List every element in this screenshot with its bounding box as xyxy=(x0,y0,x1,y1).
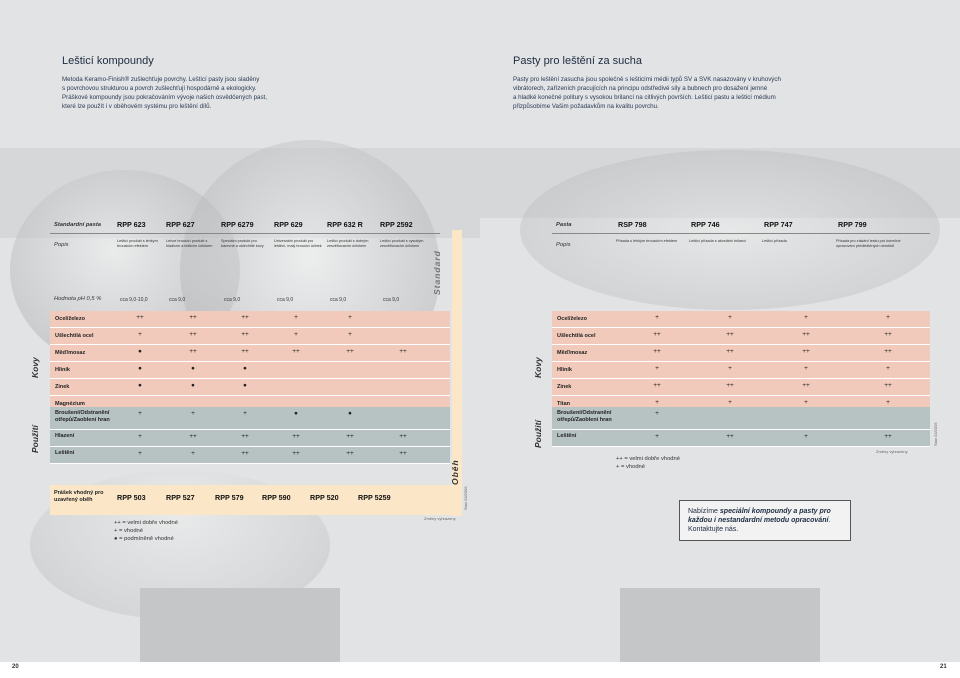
right-header-row xyxy=(552,218,930,234)
left-side-kovy: Kovy xyxy=(30,357,40,378)
right-side-kovy: Kovy xyxy=(533,357,543,378)
right-suitability-mark: + xyxy=(728,314,732,321)
left-suitability-mark: ● xyxy=(138,365,142,372)
right-suitability-mark: + xyxy=(804,399,808,406)
right-intro: Pasty pro leštění zasucha jsou společně s lešticími médii typů SV a SVK nasazovány v kruhových vibrátorech, zařízeních pracujících na principu odstředivé síly a bubnech pro dosažení jemné a hladké konečné politury s vysokou brilancí na citlivých površích. Lešticí pastu a lešticí médium přizpůsobíme Vašim požadavkům na kvalitu povrchu. xyxy=(513,76,781,110)
left-suitability-mark: ++ xyxy=(241,433,249,440)
right-kovy-row-label: Titan xyxy=(557,401,571,407)
left-suitability-mark: ++ xyxy=(292,450,300,457)
left-pouziti-row-label: Hlazení xyxy=(55,433,75,439)
page-footer xyxy=(0,662,960,678)
left-suitability-mark: ++ xyxy=(241,331,249,338)
right-suitability-mark: ++ xyxy=(802,382,810,389)
right-product-name: RPP 799 xyxy=(838,220,867,229)
left-suitability-mark: ++ xyxy=(399,450,407,457)
right-suitability-mark: ++ xyxy=(802,348,810,355)
left-suitability-mark: + xyxy=(294,331,298,338)
right-kovy-row xyxy=(552,379,930,396)
left-product-name: RPP 629 xyxy=(274,220,303,229)
left-suitability-mark: ++ xyxy=(346,433,354,440)
right-suitability-mark: + xyxy=(728,399,732,406)
right-stamp: Stav 03/2005 xyxy=(933,422,938,446)
left-ph-label: Hodnota pH 0,5 % xyxy=(54,296,102,302)
right-suitability-mark: + xyxy=(804,365,808,372)
right-changes-note: Změny vyhrazeny xyxy=(876,449,908,454)
left-product-desc: Lehce brousicí produkt s hladicím a lešticím účinkem xyxy=(166,239,213,248)
left-product-desc: Lešticí produkt s vysokým zesvětlovacím účinkem xyxy=(380,239,424,248)
left-ph-value: cca 9,0 xyxy=(224,297,241,303)
right-suitability-mark: + xyxy=(804,314,808,321)
left-suitability-mark: ++ xyxy=(292,433,300,440)
right-suitability-mark: ++ xyxy=(884,433,892,440)
left-product-desc: Univerzální produkt pro leštění, malý brousicí účinek xyxy=(274,239,322,248)
powder-label: Prášek vhodný pro uzavřený oběh xyxy=(54,490,104,503)
right-suitability-mark: ++ xyxy=(726,331,734,338)
left-suitability-mark: ++ xyxy=(189,331,197,338)
right-product-name: RSP 798 xyxy=(618,220,647,229)
left-suitability-mark: ++ xyxy=(241,450,249,457)
left-suitability-mark: ● xyxy=(243,382,247,389)
right-kovy-row xyxy=(552,328,930,345)
left-suitability-mark: + xyxy=(138,410,142,417)
right-pouziti-row-label: Leštění xyxy=(557,433,577,439)
right-suitability-mark: + xyxy=(655,314,659,321)
special-offer-callout: Nabízíme speciální kompoundy a pasty pro každou i nestandardní metodu opracování. Kontaktujte nás. xyxy=(679,500,851,541)
left-suitability-mark: ● xyxy=(138,382,142,389)
left-suitability-mark: ++ xyxy=(241,348,249,355)
left-suitability-mark: + xyxy=(348,314,352,321)
right-legend: ++ = velmi dobře vhodné + = vhodné xyxy=(616,456,680,470)
right-suitability-mark: ++ xyxy=(802,331,810,338)
right-product-name: RPP 747 xyxy=(764,220,793,229)
right-kovy-row-label: Hliník xyxy=(557,367,572,373)
left-product-name: RPP 632 R xyxy=(327,220,363,229)
left-suitability-mark: + xyxy=(191,450,195,457)
left-kovy-row-label: Ocel/železo xyxy=(55,316,85,322)
left-product-desc: Lešticí produkt s dobrým zesvětlovacím účinkem xyxy=(327,239,369,248)
left-product-desc: Lešticí produkt s lehkým brousicím efektem xyxy=(117,239,158,248)
right-kovy-row-label: Ušlechtilá ocel xyxy=(557,333,596,339)
left-suitability-mark: + xyxy=(191,410,195,417)
left-ph-value: cca 9,0 xyxy=(383,297,400,303)
right-suitability-mark: + xyxy=(886,314,890,321)
right-suitability-mark: ++ xyxy=(884,348,892,355)
right-kovy-row-label: Měď/mosaz xyxy=(557,350,588,356)
left-product-name: RPP 627 xyxy=(166,220,195,229)
left-suitability-mark: ++ xyxy=(136,314,144,321)
left-suitability-mark: ++ xyxy=(399,433,407,440)
left-suitability-mark: + xyxy=(138,433,142,440)
obeh-label: Oběh xyxy=(450,459,460,485)
page-number-left: 20 xyxy=(12,664,19,670)
left-suitability-mark: ● xyxy=(191,382,195,389)
powder-product-name: RPP 527 xyxy=(166,493,195,502)
left-kovy-row-label: Magnézium xyxy=(55,401,85,407)
right-suitability-mark: + xyxy=(655,410,659,417)
powder-product-name: RPP 503 xyxy=(117,493,146,502)
powder-product-name: RPP 520 xyxy=(310,493,339,502)
left-kovy-row-label: Měď/mosaz xyxy=(55,350,86,356)
right-suitability-mark: ++ xyxy=(884,331,892,338)
right-suitability-mark: + xyxy=(728,365,732,372)
left-desc-label: Popis xyxy=(54,242,69,248)
right-kovy-row xyxy=(552,362,930,379)
right-suitability-mark: + xyxy=(804,433,808,440)
left-suitability-mark: ● xyxy=(138,348,142,355)
page-number-right: 21 xyxy=(940,664,947,670)
right-product-desc: Přísada s lehkým brousicím efektem xyxy=(616,239,678,243)
right-suitability-mark: ++ xyxy=(884,382,892,389)
left-title: Lešticí kompoundy xyxy=(62,55,154,67)
left-suitability-mark: ++ xyxy=(346,348,354,355)
left-product-name: RPP 2592 xyxy=(380,220,413,229)
right-suitability-mark: + xyxy=(655,433,659,440)
left-ph-value: cca 9,0 xyxy=(330,297,347,303)
left-ph-value: cca 9,0 xyxy=(169,297,186,303)
right-suitability-mark: + xyxy=(655,365,659,372)
powder-product-name: RPP 579 xyxy=(215,493,244,502)
left-changes-note: Změny vyhrazeny xyxy=(424,516,456,521)
right-suitability-mark: ++ xyxy=(726,433,734,440)
right-side-pouziti: Použití xyxy=(533,420,543,448)
left-side-pouziti: Použití xyxy=(30,425,40,453)
left-ph-value: cca 9,0 xyxy=(277,297,294,303)
right-suitability-mark: + xyxy=(655,399,659,406)
right-kovy-row-label: Zinek xyxy=(557,384,572,390)
right-product-desc: Lešticí přísada xyxy=(762,239,787,243)
left-suitability-mark: ++ xyxy=(189,314,197,321)
left-suitability-mark: ● xyxy=(294,410,298,417)
left-suitability-mark: ++ xyxy=(189,433,197,440)
left-kovy-row-label: Zinek xyxy=(55,384,70,390)
left-suitability-mark: ● xyxy=(243,365,247,372)
left-kovy-row-label: Ušlechtilá ocel xyxy=(55,333,94,339)
right-kovy-row xyxy=(552,311,930,328)
left-product-desc: Speciální produkt pro barevné a ušlechtilé kovy xyxy=(221,239,264,248)
left-suitability-mark: ++ xyxy=(399,348,407,355)
right-kovy-row xyxy=(552,345,930,362)
left-header-label: Standardní pasta xyxy=(54,222,102,228)
left-suitability-mark: ++ xyxy=(346,450,354,457)
right-suitability-mark: ++ xyxy=(726,348,734,355)
left-product-name: RPP 6279 xyxy=(221,220,254,229)
right-suitability-mark: ++ xyxy=(726,382,734,389)
left-product-name: RPP 623 xyxy=(117,220,146,229)
left-legend: ++ = velmi dobře vhodné + = vhodné ● = podmíněně vhodné xyxy=(114,520,178,542)
left-suitability-mark: ++ xyxy=(189,348,197,355)
right-product-name: RPP 746 xyxy=(691,220,720,229)
right-suitability-mark: ++ xyxy=(653,348,661,355)
powder-product-name: RPP 590 xyxy=(262,493,291,502)
left-suitability-mark: ● xyxy=(191,365,195,372)
left-suitability-mark: + xyxy=(138,450,142,457)
right-kovy-row-label: Ocel/železo xyxy=(557,316,587,322)
left-kovy-row-label: Hliník xyxy=(55,367,70,373)
standard-label: Standard xyxy=(432,250,442,295)
right-title: Pasty pro leštění za sucha xyxy=(513,55,643,67)
right-pouziti-row-label: Broušení/Odstranění otřepů/Zaoblení hran xyxy=(557,410,612,423)
right-header-label: Pasta xyxy=(556,222,572,228)
right-product-desc: Lešticí přísada s akcelátní brilancí xyxy=(689,239,747,243)
left-intro: Metoda Keramo-Finish® zušlechťuje povrchy. Lešticí pasty jsou sladěny s povrchovou strukturou a povrch zušlechťují hospodárně a ekologicky. Práškové kompoundy jsou pokračováním vývoje našich osvědčených past, které lze použít i v oběhovém systému pro leštění dílů. xyxy=(62,76,267,110)
left-suitability-mark: ++ xyxy=(241,314,249,321)
right-suitability-mark: + xyxy=(886,365,890,372)
left-suitability-mark: + xyxy=(138,331,142,338)
left-suitability-mark: ● xyxy=(348,410,352,417)
left-suitability-mark: + xyxy=(348,331,352,338)
right-desc-label: Popis xyxy=(556,242,571,248)
left-suitability-mark: + xyxy=(243,410,247,417)
right-suitability-mark: ++ xyxy=(653,331,661,338)
left-suitability-mark: ++ xyxy=(292,348,300,355)
left-stamp: Stav 03/2005 xyxy=(463,486,468,510)
right-suitability-mark: ++ xyxy=(653,382,661,389)
right-suitability-mark: + xyxy=(886,399,890,406)
left-pouziti-row-label: Leštění xyxy=(55,450,75,456)
right-product-desc: Přísada pro získání lesku pro konečné opracování předleštěných obrobků xyxy=(836,239,901,248)
powder-product-name: RPP 5259 xyxy=(358,493,391,502)
left-pouziti-row-label: Broušení/Odstranění otřepů/Zaoblení hran xyxy=(55,410,110,423)
left-suitability-mark: + xyxy=(294,314,298,321)
left-ph-value: cca 9,0-10,0 xyxy=(120,297,148,303)
